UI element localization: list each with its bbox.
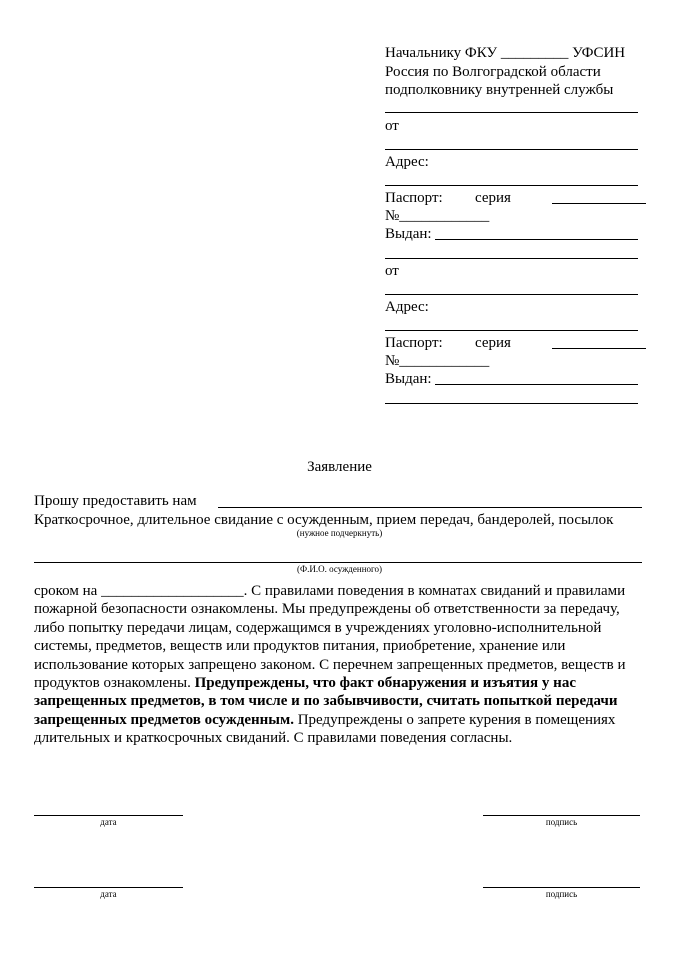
address-label-2: Адрес: (385, 299, 429, 315)
passport-label-1: Паспорт: (385, 190, 443, 206)
address-line-2[interactable] (385, 330, 638, 331)
signature-line-1[interactable] (483, 815, 640, 816)
date-line-2[interactable] (34, 887, 183, 888)
passport-number-2: №____________ (385, 353, 490, 369)
signature-line-2[interactable] (483, 887, 640, 888)
series-line-1[interactable] (552, 203, 646, 204)
addressee-name-line[interactable] (385, 112, 638, 113)
passport-number-1: №____________ (385, 208, 490, 224)
signature-label-1: подпись (545, 817, 578, 827)
convict-name-line[interactable] (34, 562, 642, 563)
visit-types: Краткосрочное, длительное свидание с осужденным, прием передач, бандеролей, посылок (34, 512, 614, 528)
issued-line-2[interactable] (435, 384, 638, 385)
passport-label-2: Паспорт: (385, 335, 443, 351)
issued-line-2b[interactable] (385, 403, 638, 404)
series-label-2: серия (475, 335, 511, 351)
request-names-line[interactable] (218, 507, 642, 508)
from-label-1: от (385, 118, 399, 134)
body-paragraph (34, 582, 646, 748)
date-label-2: дата (100, 889, 117, 899)
issued-line-1b[interactable] (385, 258, 638, 259)
date-label-1: дата (100, 817, 117, 827)
address-line-1[interactable] (385, 185, 638, 186)
body-text-2: Предупреждены о запрете курения в помещениях длительных и краткосрочных свиданий. С правилами поведения согласны. (34, 711, 616, 747)
document-title: Заявление (307, 459, 372, 475)
from-name-line-1[interactable] (385, 149, 638, 150)
addressee-line-3: подполковнику внутренней службы (385, 82, 614, 98)
series-line-2[interactable] (552, 348, 646, 349)
issued-label-2: Выдан: (385, 371, 432, 387)
addressee-line-1: Начальнику ФКУ _________ УФСИН (385, 45, 626, 61)
body-text-1: сроком на ___________________. С правилами поведения в комнатах свиданий и правилами пожарной безопасности ознакомлены. Мы предупреждены об ответственности за передачу, либо попытку передачи лицам, содержащимся в учреждениях уголовно-исполнительной системы, предметов, веществ или продуктов питания, приобретение, хранение или использование которых запрещено законом. С перечнем запрещенных предметов, веществ и продуктов ознакомлены. (34, 583, 626, 692)
from-name-line-2[interactable] (385, 294, 638, 295)
signature-label-2: подпись (545, 889, 578, 899)
underline-hint: (нужное подчеркнуть) (296, 528, 383, 538)
date-line-1[interactable] (34, 815, 183, 816)
addressee-line-2: Россия по Волгоградской области (385, 64, 601, 80)
from-label-2: от (385, 263, 399, 279)
request-label: Прошу предоставить нам (34, 493, 197, 509)
issued-line-1[interactable] (435, 239, 638, 240)
fio-hint: (Ф.И.О. осужденного) (297, 564, 382, 574)
address-label-1: Адрес: (385, 154, 429, 170)
issued-label-1: Выдан: (385, 226, 432, 242)
warning-text: Предупреждены, что факт обнаружения и изъятия у нас запрещенных предметов, в том числе и по забывчивости, считать попыткой передачи запрещенных предметов осужденным. (34, 675, 618, 728)
series-label-1: серия (475, 190, 511, 206)
